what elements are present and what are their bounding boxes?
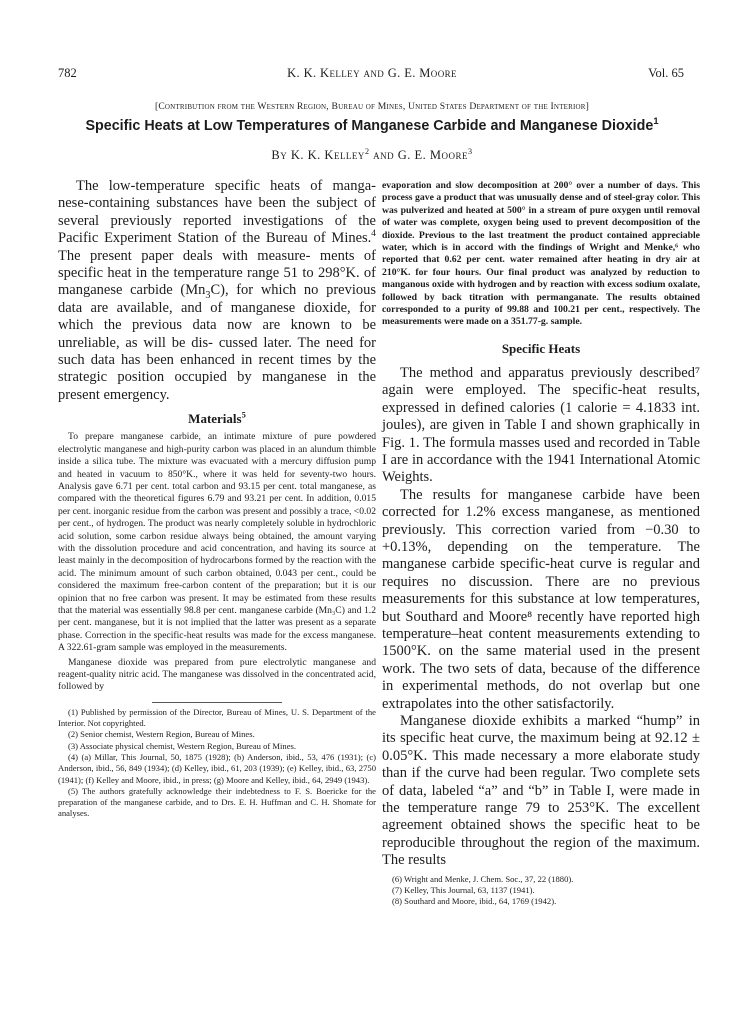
intro-line: cussed later. The need for such data has been <box>58 334 376 369</box>
author-kelley-footnote: 2 <box>364 146 370 156</box>
footnote-mark: 5 <box>241 409 246 420</box>
title-footnote-mark: 1 <box>653 116 659 127</box>
intro-line: to 298°K. of manganese carbide (Mn <box>58 265 376 299</box>
footnote-mark: 4 <box>371 229 376 240</box>
intro-paragraph <box>58 178 376 404</box>
materials-paragraph-carbide <box>58 431 376 654</box>
footnote: (7) Kelley, This Journal, 63, 1137 (1941). <box>392 884 535 895</box>
volume-number: Vol. 65 <box>648 66 684 80</box>
intro-line: now are known to be unreliable, as will be dis- <box>58 317 377 351</box>
author-moore-footnote: 3 <box>468 146 473 156</box>
intro-line: occupied by manganese in the present emergency. <box>58 369 377 403</box>
materials-heading-text: Materials <box>188 411 242 427</box>
subscript: 3 <box>205 290 211 302</box>
contribution-line: [Contribution from the Western Region, Bureau of Mines, United States Department of the Interior] <box>154 101 590 112</box>
specific-heats-paragraph: The results for manganese carbide have been corrected for 1.2% excess manganese, as mentioned previously. This correction varied from −0.30 to +0.13%, depending on the temperature. The manganese carbide specific-heat curve is regular and requires no discussion. There are no previous measurements for this substance at low temperatures, but Southard and Moore⁸ recently have reported high temperature–heat content measurements extending to 1500°K. on the same material used in the present work. The two sets of data, because of the difference in experimental methods, do not overlap but one extrapolates into the other satisfactorily. <box>382 486 700 712</box>
author-moore: G. E. Moore <box>397 148 469 162</box>
right-column <box>382 180 700 908</box>
footnote: (1) Published by permission of the Director, Bureau of Mines, U. S. Department of the Interior. Not copyrighted. <box>58 706 376 729</box>
materials-paragraph-text: To prepare manganese carbide, an intimate mixture of pure powdered electrolytic manganese and high-purity carbon was placed in an alundum thimble inside a silica tube. The mixture was evacuated with a mercury diffusion pump and heated in vacuum to 850°K., where it was held for seventy-two hours. Analysis gave 6.71 per cent. total carbon and 93.15 per cent. total manganese, as compared with the theoretical figures 6.79 and 93.21 per cent. In addition, 0.015 per cent. inorganic residue from the carbon was present and possibly a trace, <0.02 per cent., of hydrogen. The product was nearly completely soluble in hydrochloric acid solution, some carbon residue always being obtained, the amount varying with the dissolution procedure and acid concentration, and having its source at least mainly in the decomposition of hydrocarbons formed by the reaction with the acid. The minimum amount of such carbon obtained, 0.043 per cent., could be considered the maximum free-carbon content of the preparation; but it is our opinion that no free carbon was present. It may be estimated from these results that the material was essentially 98.8 per cent. manganese carbide (Mn₃C) and 1.2 per cent. manganese, but it is not implied that the latter was present as a separate phase. Correction in the specific-heat results was made for the excess manganese. A 322.61-gram sample was employed in the measurements. <box>58 431 376 654</box>
intro-line: Mines. <box>331 230 372 247</box>
footnote: (4) (a) Millar, This Journal, 50, 1875 (1928); (b) Anderson, ibid., 53, 476 (1931); (c) Anderson, ibid., 56, 849 (1934); (d) Kelley, ibid., 61, 203 (1939); (e) Kelley, ibid., 63, 2750 (1941); (f) Kelley and Moore, ibid., in press; (g) Moore and Kelley, ibid., 64, 2949 (1943). <box>58 752 376 785</box>
byline <box>0 148 744 163</box>
intro-line: which no previous data are available, and of <box>58 282 377 316</box>
footnote: (6) Wright and Menke, J. Chem. Soc., 37, 22 (1880). <box>392 873 574 884</box>
left-footnotes <box>58 702 376 820</box>
specific-heats-body <box>382 365 700 870</box>
footnotes-left-list <box>58 707 376 820</box>
intro-line: The present paper deals with measure- <box>58 247 311 264</box>
footnotes-right-list <box>382 874 700 908</box>
intro-line: ments of specific heat in the temperature range 51 <box>58 247 376 282</box>
author-kelley: K. K. Kelley <box>290 148 365 162</box>
footnote: (8) Southard and Moore, ibid., 64, 1769 (1942). <box>392 896 557 907</box>
footnote: (2) Senior chemist, Western Region, Bureau of Mines. <box>68 729 255 740</box>
right-footnotes <box>382 874 700 908</box>
intro-line: C), for <box>210 282 254 299</box>
article-title <box>0 118 744 134</box>
byline-and: and <box>373 148 395 162</box>
byline-prefix: By <box>271 148 288 162</box>
specific-heats-paragraph: Manganese dioxide exhibits a marked “hump” in its specific heat curve, the maximum being at 92.12 ± 0.05°K. This made necessary a more elaborate study than if the curve had been regular. Two complete sets of data, labeled “a” and “b” in Table I, were made in the temperature range 79 to 253°K. The excellent agreement obtained shows the specific heat to be reproducible throughout the region of the maximum. The results <box>382 713 700 869</box>
intro-line: of several previously reported investigations of the <box>58 195 377 229</box>
intro-line: nese-containing substances have been the subject <box>58 195 358 212</box>
footnote: (5) The authors gratefully acknowledge their indebtedness to F. S. Boericke for the preparation of the manganese carbide, and to Drs. E. H. Huffman and C. H. Shomate for analyses. <box>58 785 376 819</box>
intro-line: enhanced in recent times by the strategic position <box>58 352 376 386</box>
intro-line: The low-temperature specific heats of manga- <box>76 178 376 194</box>
footnote: (3) Associate physical chemist, Western Region, Bureau of Mines. <box>68 740 297 751</box>
materials-paragraph-dioxide <box>58 657 376 694</box>
running-authors: K. K. Kelley and G. E. Moore <box>287 66 457 80</box>
dioxide-prep-paragraph <box>382 180 700 329</box>
materials-paragraph-text: Manganese dioxide was prepared from pure electrolytic manganese and reagent-quality nitric acid. The manganese was dissolved in the concentrated acid, followed by <box>58 656 376 693</box>
left-column <box>58 178 376 820</box>
materials-heading <box>58 411 376 427</box>
specific-heats-heading: Specific Heats <box>501 340 581 356</box>
dioxide-prep-text: evaporation and slow decomposition at 200° over a number of days. This process gave a product that was unusually dense and of steel-gray color. This was pulverized and heated at 500° in a stream of pure oxygen until removal of water was complete, oxygen being used to prevent decomposition of the dioxide. Previous to the last treatment the product contained appreciable water, which is in accord with the findings of Wright and Menke,⁶ who reported that 0.62 per cent. water remained after heating in dry air at 210°K. for four hours. Our final product was analyzed by reduction to manganous oxide with hydrogen and by reaction with excess sodium oxalate, followed by back titration with permanganate. The results obtained corresponded to a purity of 99.88 and 100.21 per cent., respectively. The measurements were made on a 351.77-g. sample. <box>382 180 700 328</box>
intro-line: Pacific Experiment Station of the Bureau of <box>58 230 326 247</box>
footnote-rule <box>152 702 282 703</box>
specific-heats-paragraph: The method and apparatus previously described⁷ again were employed. The specific-heat results, expressed in defined calories (1 calorie = 4.1833 int. joules), are given in Table I and shown graphically in Fig. 1. The formula masses used and recorded in Table I are in accordance with the 1941 International Atomic Weights. <box>382 364 700 486</box>
title-text: Specific Heats at Low Temperatures of Manganese Carbide and Manganese Dioxide <box>85 118 654 134</box>
page-number: 782 <box>58 66 77 80</box>
intro-line: manganese dioxide, for which the previous data <box>58 299 376 334</box>
